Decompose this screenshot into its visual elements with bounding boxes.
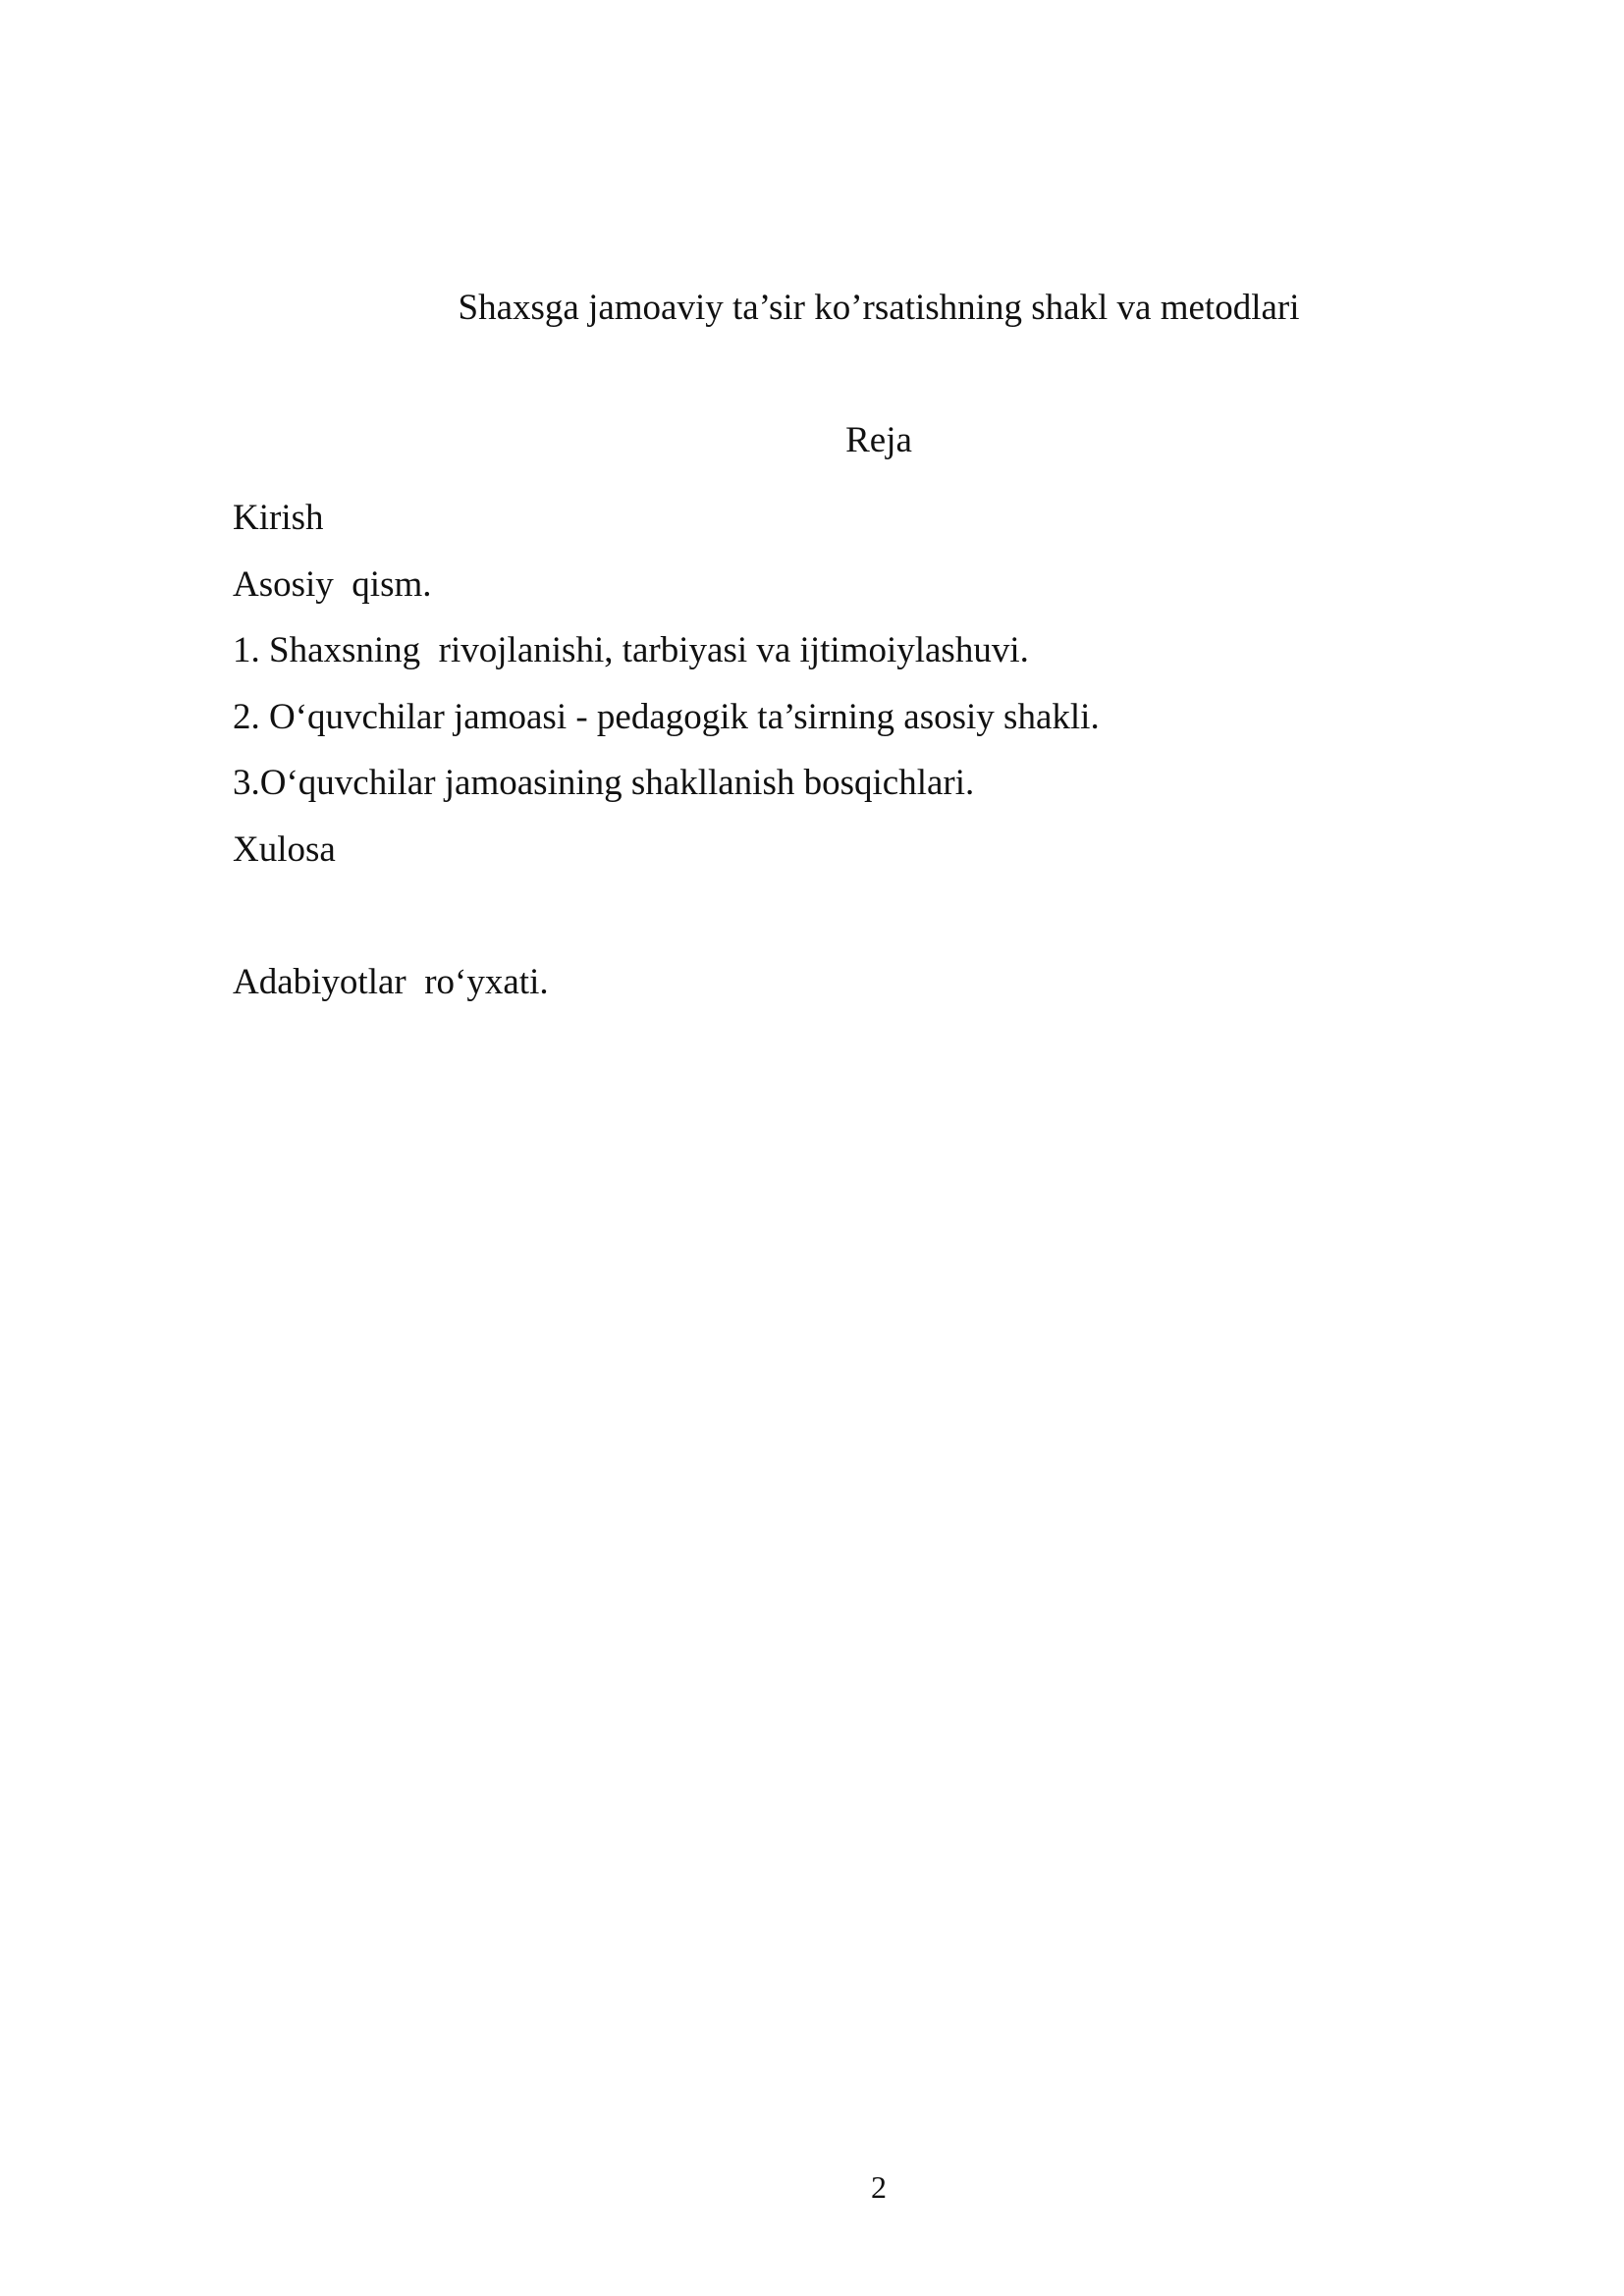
plan-list bbox=[233, 485, 1509, 1015]
plan-item-conclusion: Xulosa bbox=[233, 828, 336, 870]
plan-item-section-3: 3.O‘quvchilar jamoasining shakllanish bosqichlari. bbox=[233, 763, 975, 803]
plan-item-introduction: Kirish bbox=[233, 498, 324, 538]
document-title: Shaxsga jamoaviy ta’sir ko’rsatishning shakl va metodlari bbox=[458, 288, 1300, 328]
plan-item-section-1: 1. Shaxsning rivojlanishi, tarbiyasi va ijtimoiylashuvi. bbox=[233, 630, 1029, 670]
plan-item-references: Adabiyotlar ro‘yxati. bbox=[233, 961, 549, 1002]
plan-heading: Reja bbox=[845, 420, 912, 460]
plan-item-section-2: 2. O‘quvchilar jamoasi - pedagogik ta’sirning asosiy shakli. bbox=[233, 696, 1100, 737]
page-number: 2 bbox=[871, 2169, 887, 2205]
plan-item-main-part: Asosiy qism. bbox=[233, 563, 432, 605]
